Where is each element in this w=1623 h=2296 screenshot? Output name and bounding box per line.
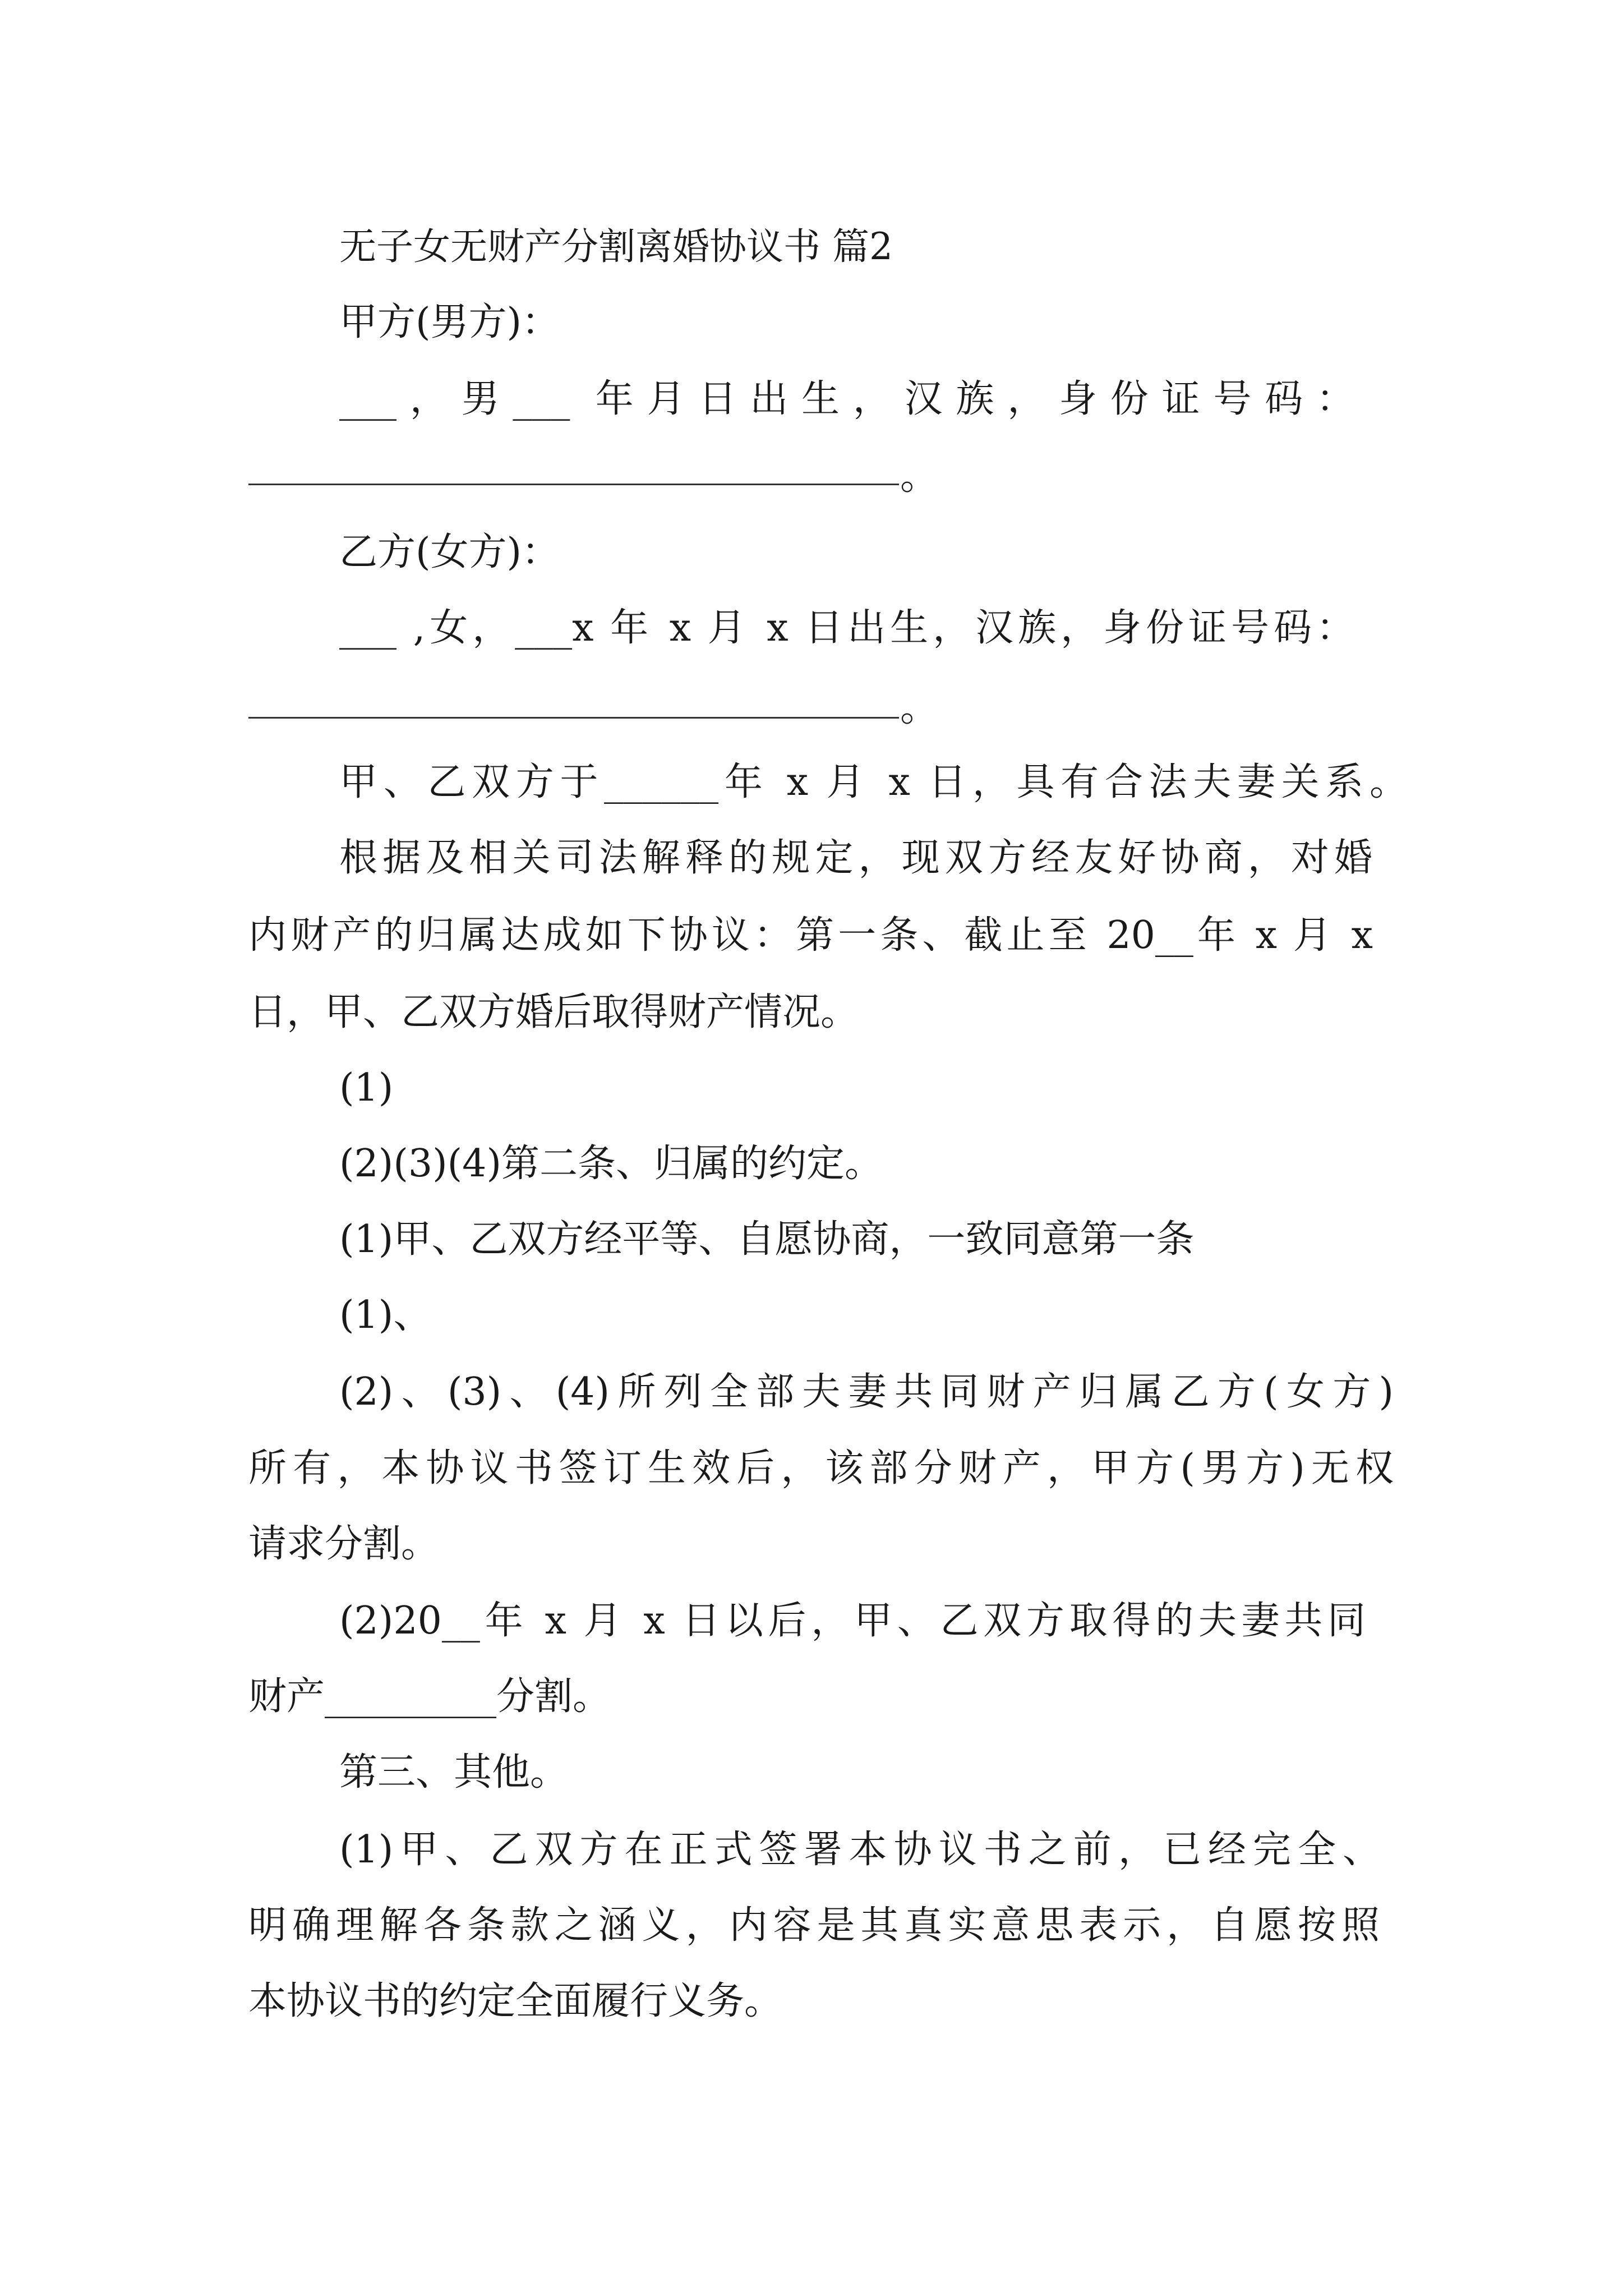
party-b-id-end: 。	[900, 686, 939, 730]
agree-2-line-2: 财产_________分割。	[248, 1674, 611, 1719]
agree-2-line-1: (2)20__年 x 月 x 日以后，甲、乙双方取得的夫妻共同	[339, 1599, 1366, 1643]
party-b-info: ___ ,女，___x 年 x 月 x 日出生，汉族，身份证号码：	[339, 606, 1354, 650]
agree-cont-line-1: (2)、(3)、(4)所列全部夫妻共同财产归属乙方(女方)	[339, 1370, 1394, 1414]
agree-cont-line-3: 请求分割。	[248, 1522, 440, 1566]
party-b-id-blank	[248, 717, 899, 719]
other-1-line-2: 明确理解各条款之涵义，内容是其真实意思表示，自愿按照	[248, 1903, 1380, 1948]
agree-cont-line-2: 所有，本协议书签订生效后，该部分财产，甲方(男方)无权	[248, 1446, 1394, 1490]
basis-line-3: 日，甲、乙双方婚后取得财产情况。	[248, 990, 859, 1034]
party-b-heading: 乙方(女方)：	[339, 530, 560, 574]
other-1-line-3: 本协议书的约定全面履行义务。	[248, 1979, 783, 2023]
party-a-id-blank	[248, 484, 899, 485]
items-2-4: (2)(3)(4)第二条、归属的约定。	[339, 1142, 883, 1186]
agree-1: (1)甲、乙双方经平等、自愿协商，一致同意第一条	[339, 1217, 1195, 1262]
other-1-line-1: (1)甲、乙双方在正式签署本协议书之前，已经完全、	[339, 1828, 1381, 1872]
party-a-info: ___，男___ 年月日出生，汉族，身份证号码：	[339, 377, 1354, 421]
basis-line-1: 根据及相关司法解释的规定，现双方经友好协商，对婚	[339, 836, 1372, 880]
agree-1b: (1)、	[339, 1293, 432, 1337]
party-a-id-end: 。	[900, 454, 939, 499]
document-title: 无子女无财产分割离婚协议书 篇2	[339, 225, 893, 268]
basis-line-2: 内财产的归属达成如下协议：第一条、截止至 20__年 x 月 x	[248, 913, 1373, 958]
marriage-statement: 甲、乙双方于______年 x 月 x 日，具有合法夫妻关系。	[339, 760, 1408, 804]
party-a-heading: 甲方(男方)：	[339, 300, 560, 344]
item-1: (1)	[339, 1066, 394, 1110]
section-third: 第三、其他。	[339, 1750, 569, 1795]
